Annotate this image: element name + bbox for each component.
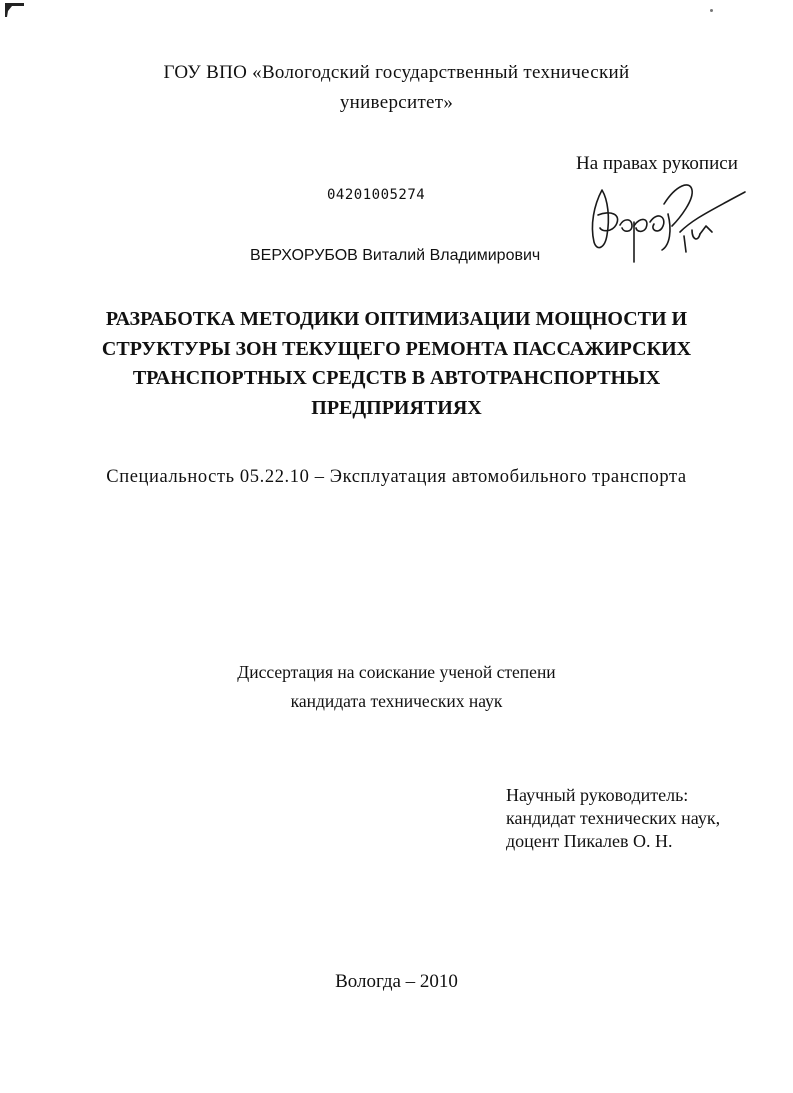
corner-scan-mark-icon: [4, 2, 26, 18]
scan-dot: [710, 9, 713, 12]
institution-line-2: университет»: [339, 92, 454, 113]
degree-statement: [0, 658, 793, 716]
title-line-4: ПРЕДПРИЯТИЯХ: [311, 396, 482, 419]
city-year: Вологда – 2010: [335, 971, 458, 992]
registration-number: 04201005274: [327, 187, 426, 203]
dissertation-title: [0, 305, 793, 423]
manuscript-rights-note: На правах рукописи: [576, 153, 738, 174]
degree-line-2: кандидата технических наук: [290, 691, 503, 711]
supervisor-line-3: доцент Пикалев О. Н.: [506, 831, 673, 851]
title-line-1: РАЗРАБОТКА МЕТОДИКИ ОПТИМИЗАЦИИ МОЩНОСТИ И: [105, 308, 688, 330]
institution-line-1: ГОУ ВПО «Вологодский государственный технический: [163, 62, 630, 83]
supervisor-line-1: Научный руководитель:: [506, 785, 689, 805]
scientific-supervisor: [506, 784, 720, 853]
specialty: Специальность 05.22.10 – Эксплуатация автомобильного транспорта: [106, 467, 687, 487]
institution-name: [0, 58, 793, 118]
title-line-3: ТРАНСПОРТНЫХ СРЕДСТВ В АВТОТРАНСПОРТНЫХ: [132, 367, 661, 389]
handwritten-signature-icon: [580, 170, 750, 265]
supervisor-line-2: кандидат технических наук,: [506, 808, 721, 828]
degree-line-1: Диссертация на соискание ученой степени: [237, 662, 556, 682]
title-line-2: СТРУКТУРЫ ЗОН ТЕКУЩЕГО РЕМОНТА ПАССАЖИРСКИХ: [101, 337, 692, 360]
author-name: ВЕРХОРУБОВ Виталий Владимирович: [250, 247, 541, 264]
